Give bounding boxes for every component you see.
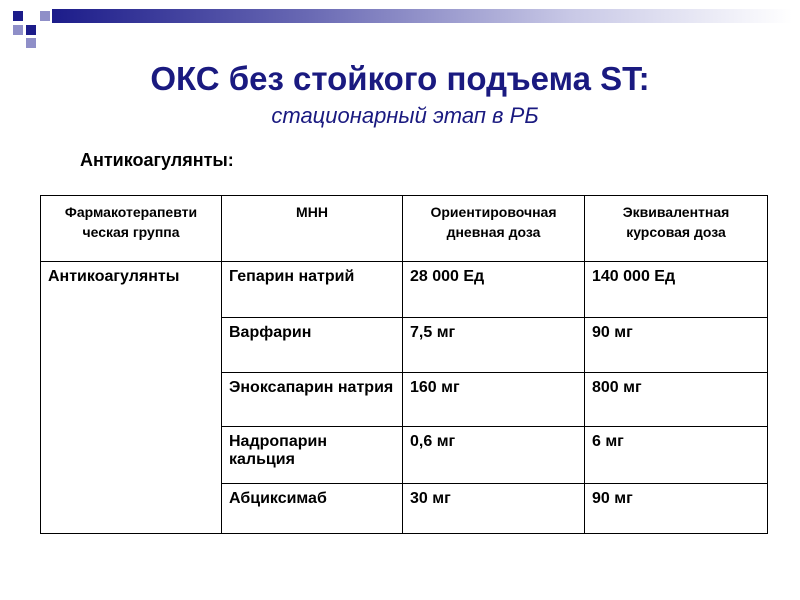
table-header-row xyxy=(41,196,768,262)
daily-dose-cell: 28 000 Ед xyxy=(403,262,585,318)
group-cell: Антикоагулянты xyxy=(41,262,222,534)
decor-square xyxy=(13,25,23,35)
decor-square xyxy=(40,11,50,21)
header-cell: Ориентировочная дневная доза xyxy=(403,196,585,262)
mnn-cell: Варфарин xyxy=(222,318,403,373)
daily-dose-cell: 30 мг xyxy=(403,484,585,534)
course-dose-cell: 90 мг xyxy=(585,484,768,534)
course-dose-cell: 6 мг xyxy=(585,427,768,484)
decor-square xyxy=(26,25,36,35)
decor-square xyxy=(13,11,23,21)
slide-subtitle: стационарный этап в РБ xyxy=(271,103,539,128)
mnn-cell: Гепарин натрий xyxy=(222,262,403,318)
header-cell: Эквивалентная курсовая доза xyxy=(585,196,768,262)
header-gradient-bar xyxy=(52,9,792,23)
section-label: Антикоагулянты: xyxy=(80,150,234,170)
daily-dose-cell: 7,5 мг xyxy=(403,318,585,373)
slide-title: ОКС без стойкого подъема ST: xyxy=(150,60,650,97)
header-cell: МНН xyxy=(222,196,403,262)
daily-dose-cell: 0,6 мг xyxy=(403,427,585,484)
table-row xyxy=(41,262,768,318)
mnn-cell: Надропарин кальция xyxy=(222,427,403,484)
course-dose-cell: 800 мг xyxy=(585,373,768,427)
daily-dose-cell: 160 мг xyxy=(403,373,585,427)
mnn-cell: Абциксимаб xyxy=(222,484,403,534)
mnn-cell: Эноксапарин натрия xyxy=(222,373,403,427)
header-cell: Фармакотерапевти ческая группа xyxy=(41,196,222,262)
course-dose-cell: 140 000 Ед xyxy=(585,262,768,318)
drug-table xyxy=(40,195,768,534)
course-dose-cell: 90 мг xyxy=(585,318,768,373)
decor-square xyxy=(26,38,36,48)
